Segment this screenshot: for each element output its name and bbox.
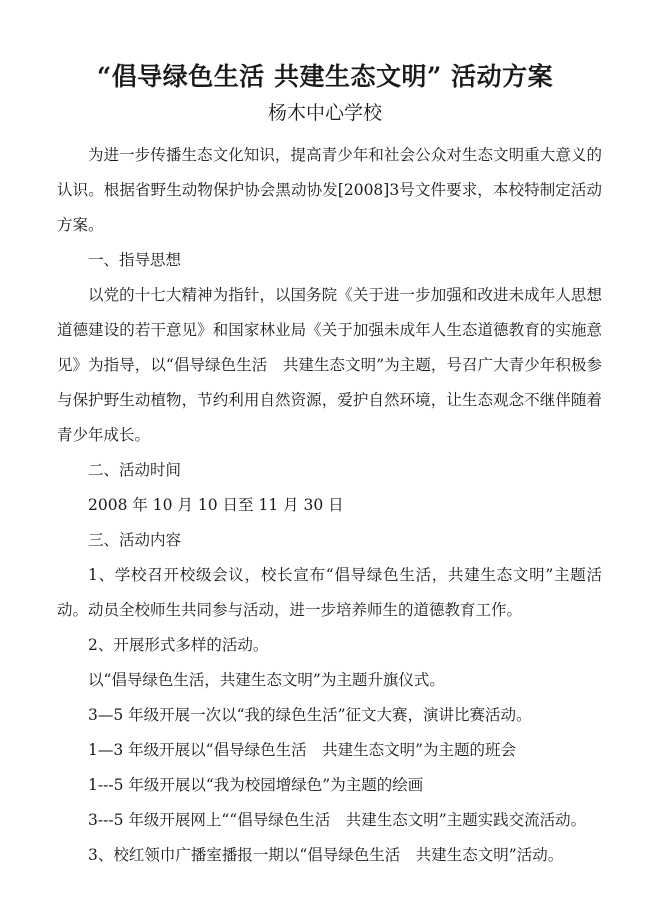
- section-heading-activity-time: 二、活动时间: [88, 461, 182, 479]
- content-line-class-meeting: 1—3 年级开展以“倡导绿色生活 共建生态文明”为主题的班会: [88, 741, 517, 759]
- content-line-painting: 1---5 年级开展以“我为校园增绿色”为主题的绘画: [88, 776, 424, 794]
- content-line-online-exchange: 3---5 年级开展网上““倡导绿色生活 共建生态文明”主题实践交流活动。: [88, 811, 587, 829]
- section-heading-guiding-thought: 一、指导思想: [88, 251, 182, 269]
- content-item-2: 2、开展形式多样的活动。: [88, 636, 269, 654]
- activity-time-text: 2008 年 10 月 10 日至 11 月 30 日: [88, 496, 344, 514]
- school-name: 杨木中心学校: [267, 102, 382, 124]
- guiding-thought-paragraph: 以党的十七大精神为指针，以国务院《关于进一步加强和改进未成年人思想道德建设的若干意见》和国家林业局《关于加强未成年人生态道德教育的实施意见》为指导，以“倡导绿色生活 共建生态文明”为主题，号召广大青少年积极参与保护野生动植物，节约利用自然资源，爱护自然环境，让生态观念不继伴随着青少年成长。: [57, 286, 602, 444]
- content-item-1: 1、学校召开校级会议，校长宣布“倡导绿色生活，共建生态文明”主题活动。动员全校师生共同参与活动，进一步培养师生的道德教育工作。: [57, 566, 602, 619]
- intro-paragraph: 为进一步传播生态文化知识，提高青少年和社会公众对生态文明重大意义的认识。根据省野生动物保护协会黑动协发[2008]3号文件要求，本校特制定活动方案。: [57, 146, 602, 234]
- section-heading-activity-content: 三、活动内容: [88, 531, 182, 549]
- content-line-flag-ceremony: 以“倡导绿色生活，共建生态文明”为主题升旗仪式。: [88, 671, 445, 689]
- document-title: “倡导绿色生活 共建生态文明” 活动方案: [96, 62, 554, 91]
- content-item-3: 3、校红领巾广播室播报一期以“倡导绿色生活 共建生态文明”活动。: [88, 846, 564, 864]
- content-line-essay-contest: 3—5 年级开展一次以“我的绿色生活”征文大赛，演讲比赛活动。: [88, 706, 532, 724]
